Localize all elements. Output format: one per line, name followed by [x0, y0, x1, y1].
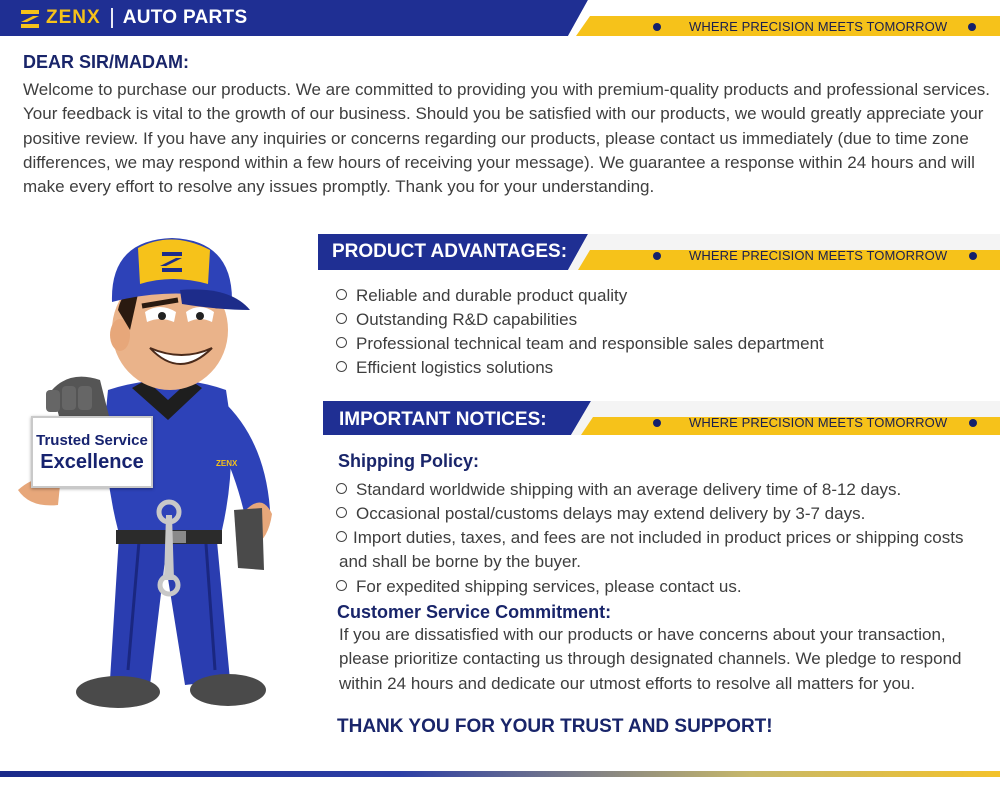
list-item: For expedited shipping services, please contact us.: [336, 577, 742, 597]
bullet-dot-icon: [968, 23, 976, 31]
bullet-dot-icon: [653, 23, 661, 31]
bullet-dot-icon: [969, 419, 977, 427]
circle-bullet-icon: [336, 531, 347, 542]
bullet-dot-icon: [653, 252, 661, 260]
circle-bullet-icon: [336, 580, 347, 591]
intro-paragraph: Welcome to purchase our products. We are committed to providing you with premium-quality products and professional services. Your feedback is vital to the growth of our business. Should you be satisfied with our products, we would greatly appreciate your positive review. If you have any inquiries or concerns regarding our products, please contact us immediately (due to time zone differences, we may respond within a few hours of receiving your message). We guarantee a response within 24 hours and will make every effort to resolve any issues promptly. Thank you for your understanding.: [23, 80, 990, 197]
header-banner: [0, 0, 1000, 36]
brand-divider: [111, 8, 113, 28]
list-item: Reliable and durable product quality: [336, 286, 627, 306]
closing-message: THANK YOU FOR YOUR TRUST AND SUPPORT!: [337, 716, 773, 737]
list-item: Import duties, taxes, and fees are not included in product prices or shipping costs: [336, 528, 963, 548]
circle-bullet-icon: [336, 337, 347, 348]
shirt-brand-logo: ZENX: [216, 459, 238, 468]
circle-bullet-icon: [336, 289, 347, 300]
shipping-policy-heading: Shipping Policy:: [338, 451, 480, 471]
circle-bullet-icon: [336, 313, 347, 324]
service-line: If you are dissatisfied with our products or have concerns about your transaction,: [339, 625, 946, 644]
customer-service-heading: Customer Service Commitment:: [337, 602, 612, 622]
circle-bullet-icon: [336, 361, 347, 372]
section-tagline: WHERE PRECISION MEETS TOMORROW: [689, 248, 948, 263]
important-notices-header: [323, 401, 1000, 437]
bullet-dot-icon: [653, 419, 661, 427]
list-item: Outstanding R&D capabilities: [336, 310, 577, 330]
brand-name: ZENX: [46, 7, 101, 28]
service-line: within 24 hours and dedicate our utmost efforts to resolve all matters for you.: [339, 674, 916, 693]
product-advantages-header: [318, 234, 1000, 270]
section-title: IMPORTANT NOTICES:: [339, 409, 547, 430]
list-item: Efficient logistics solutions: [336, 358, 553, 378]
brand-logo: [20, 7, 247, 29]
header-tagline: WHERE PRECISION MEETS TOMORROW: [689, 19, 948, 34]
greeting-heading: DEAR SIR/MADAM:: [23, 52, 189, 72]
section-tagline: WHERE PRECISION MEETS TOMORROW: [689, 415, 948, 430]
trusted-service-sign: [31, 416, 153, 488]
list-item: Occasional postal/customs delays may extend delivery by 3-7 days.: [336, 504, 865, 524]
zenx-logo-icon: [20, 8, 40, 28]
service-line: please prioritize contacting us through designated channels. We pledge to respond: [339, 649, 962, 668]
list-item: Standard worldwide shipping with an average delivery time of 8-12 days.: [336, 480, 901, 500]
bullet-dot-icon: [969, 252, 977, 260]
circle-bullet-icon: [336, 483, 347, 494]
circle-bullet-icon: [336, 507, 347, 518]
brand-subtitle: AUTO PARTS: [122, 7, 248, 28]
section-title: PRODUCT ADVANTAGES:: [332, 241, 568, 262]
sign-line-1: Trusted Service: [36, 432, 148, 449]
sign-line-2: Excellence: [40, 451, 144, 473]
list-item-continuation: and shall be borne by the buyer.: [339, 552, 581, 571]
list-item: Professional technical team and responsible sales department: [336, 334, 824, 354]
footer-gradient-bar: [0, 771, 1000, 777]
